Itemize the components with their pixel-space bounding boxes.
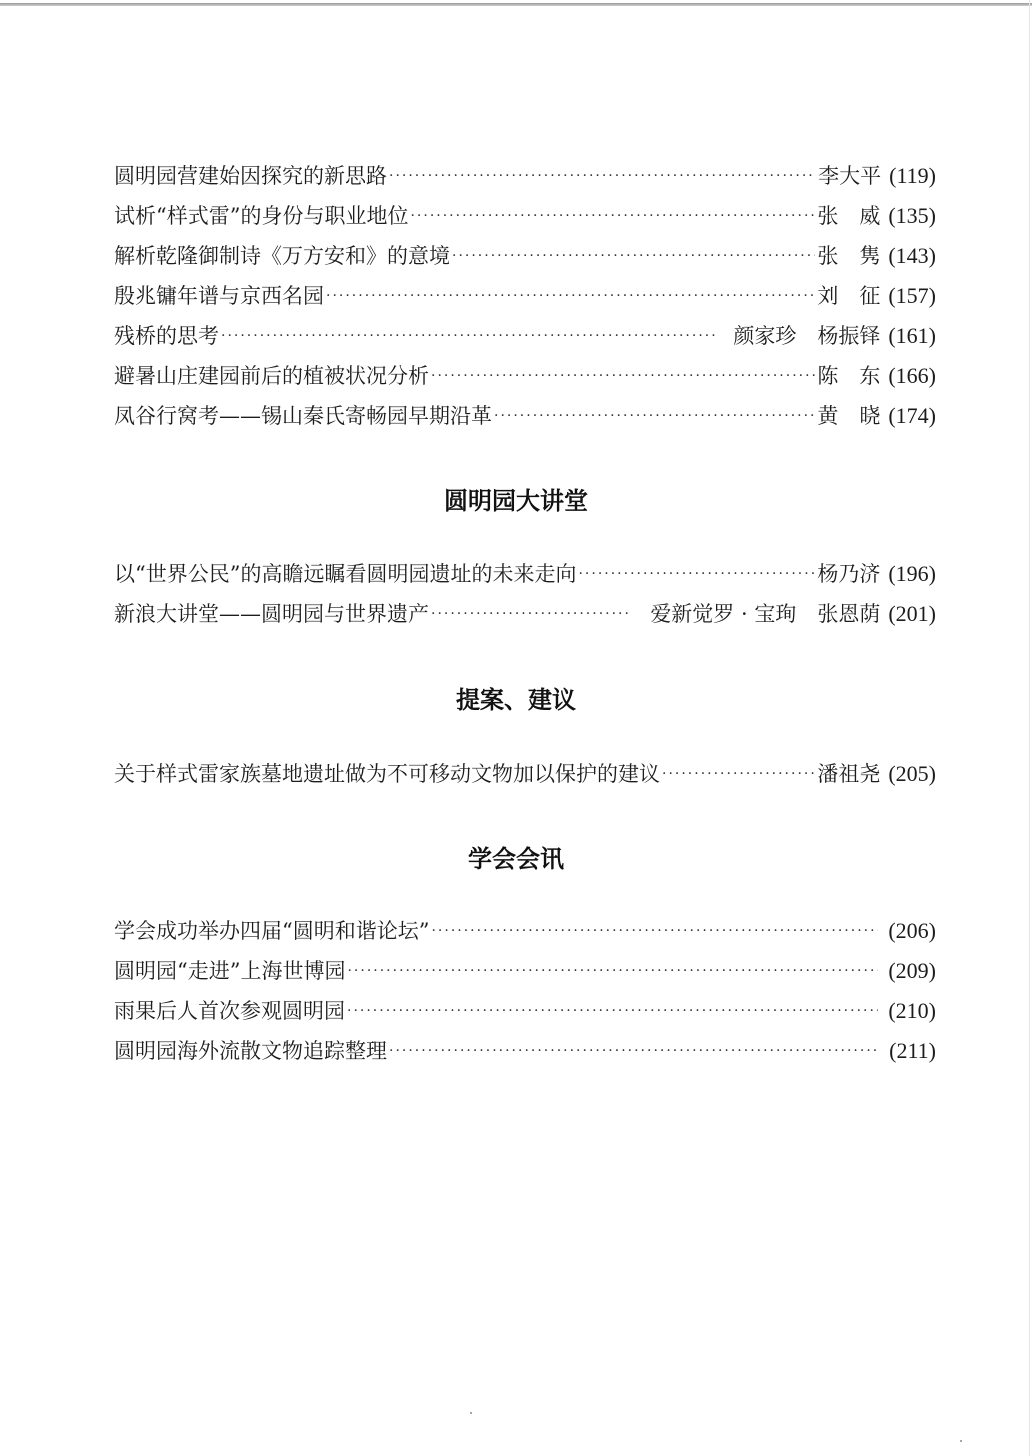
dot-leader bbox=[494, 396, 815, 436]
toc-entry[interactable] bbox=[114, 911, 936, 951]
toc-group-articles bbox=[114, 156, 936, 436]
entry-title: 解析乾隆御制诗《万方安和》的意境 bbox=[114, 244, 450, 268]
dot-leader bbox=[410, 196, 815, 236]
dot-leader bbox=[452, 236, 815, 276]
entry-page: (201) bbox=[888, 601, 936, 626]
scan-speck bbox=[470, 1412, 472, 1414]
entry-page: (205) bbox=[888, 761, 936, 786]
toc-entry[interactable] bbox=[114, 396, 936, 436]
entry-author: 爱新觉罗 · 宝珣 张恩荫 bbox=[650, 602, 881, 626]
dot-leader bbox=[389, 1031, 879, 1071]
entry-title: 雨果后人首次参观圆明园 bbox=[114, 999, 345, 1023]
entry-page: (157) bbox=[888, 283, 936, 308]
section-heading-proposals: 提案、建议 bbox=[456, 686, 576, 714]
toc-entry[interactable] bbox=[114, 594, 936, 634]
toc-entry[interactable] bbox=[114, 951, 936, 991]
entry-author: 陈 东 bbox=[817, 364, 881, 388]
entry-title: 圆明园“走进”上海世博园 bbox=[114, 959, 346, 983]
entry-author: 张 威 bbox=[817, 204, 881, 228]
dot-leader bbox=[431, 356, 815, 396]
dot-leader bbox=[578, 554, 815, 594]
entry-title: 圆明园营建始因探究的新思路 bbox=[114, 164, 387, 188]
dot-leader bbox=[431, 594, 632, 634]
dot-leader bbox=[347, 951, 878, 991]
entry-title: 残桥的思考 bbox=[114, 324, 219, 348]
toc-entry[interactable] bbox=[114, 196, 936, 236]
entry-author: 李大平 bbox=[818, 164, 882, 188]
entry-page: (143) bbox=[888, 243, 936, 268]
toc-entry[interactable] bbox=[114, 1031, 936, 1071]
toc-entry[interactable] bbox=[114, 356, 936, 396]
toc-entry[interactable] bbox=[114, 991, 936, 1031]
entry-author: 颜家珍 杨振铎 bbox=[733, 324, 881, 348]
entry-page: (209) bbox=[888, 958, 936, 983]
section-heading-society-news: 学会会讯 bbox=[468, 845, 564, 873]
top-scan-edge bbox=[0, 3, 1032, 6]
entry-title: 新浪大讲堂——圆明园与世界遗产 bbox=[114, 602, 429, 626]
entry-author: 黄 晓 bbox=[817, 404, 881, 428]
entry-title: 以“世界公民”的高瞻远瞩看圆明园遗址的未来走向 bbox=[114, 562, 577, 586]
entry-page: (174) bbox=[888, 403, 936, 428]
entry-page: (161) bbox=[888, 323, 936, 348]
entry-title: 殷兆镛年谱与京西名园 bbox=[114, 284, 324, 308]
entry-author: 刘 征 bbox=[817, 284, 881, 308]
entry-page: (211) bbox=[889, 1038, 936, 1063]
toc-entry[interactable] bbox=[114, 754, 936, 794]
entry-title: 试析“样式雷”的身份与职业地位 bbox=[114, 204, 409, 228]
entry-page: (135) bbox=[888, 203, 936, 228]
entry-author: 张 隽 bbox=[817, 244, 881, 268]
scan-speck bbox=[960, 1440, 962, 1442]
entry-title: 圆明园海外流散文物追踪整理 bbox=[114, 1039, 387, 1063]
toc-group-proposals bbox=[114, 754, 936, 794]
entry-title: 学会成功举办四届“圆明和谐论坛” bbox=[114, 919, 430, 943]
dot-leader bbox=[221, 316, 719, 356]
toc-group-society-news bbox=[114, 911, 936, 1071]
toc-entry[interactable] bbox=[114, 554, 936, 594]
right-scan-edge bbox=[1029, 0, 1030, 1456]
toc-entry[interactable] bbox=[114, 276, 936, 316]
entry-page: (206) bbox=[888, 918, 936, 943]
dot-leader bbox=[347, 991, 878, 1031]
entry-page: (119) bbox=[889, 163, 936, 188]
entry-page: (196) bbox=[888, 561, 936, 586]
toc-entry[interactable] bbox=[114, 236, 936, 276]
section-heading-lecture-hall: 圆明园大讲堂 bbox=[444, 487, 588, 515]
entry-title: 凤谷行窝考——锡山秦氏寄畅园早期沿革 bbox=[114, 404, 492, 428]
entry-page: (166) bbox=[888, 363, 936, 388]
entry-author: 潘祖尧 bbox=[817, 762, 881, 786]
entry-title: 关于样式雷家族墓地遗址做为不可移动文物加以保护的建议 bbox=[114, 762, 660, 786]
entry-page: (210) bbox=[888, 998, 936, 1023]
dot-leader bbox=[662, 754, 815, 794]
dot-leader bbox=[326, 276, 815, 316]
toc-entry[interactable] bbox=[114, 316, 936, 356]
dot-leader bbox=[389, 156, 816, 196]
dot-leader bbox=[431, 911, 878, 951]
entry-title: 避暑山庄建园前后的植被状况分析 bbox=[114, 364, 429, 388]
toc-group-lecture-hall bbox=[114, 554, 936, 634]
entry-author: 杨乃济 bbox=[817, 562, 881, 586]
toc-entry[interactable] bbox=[114, 156, 936, 196]
